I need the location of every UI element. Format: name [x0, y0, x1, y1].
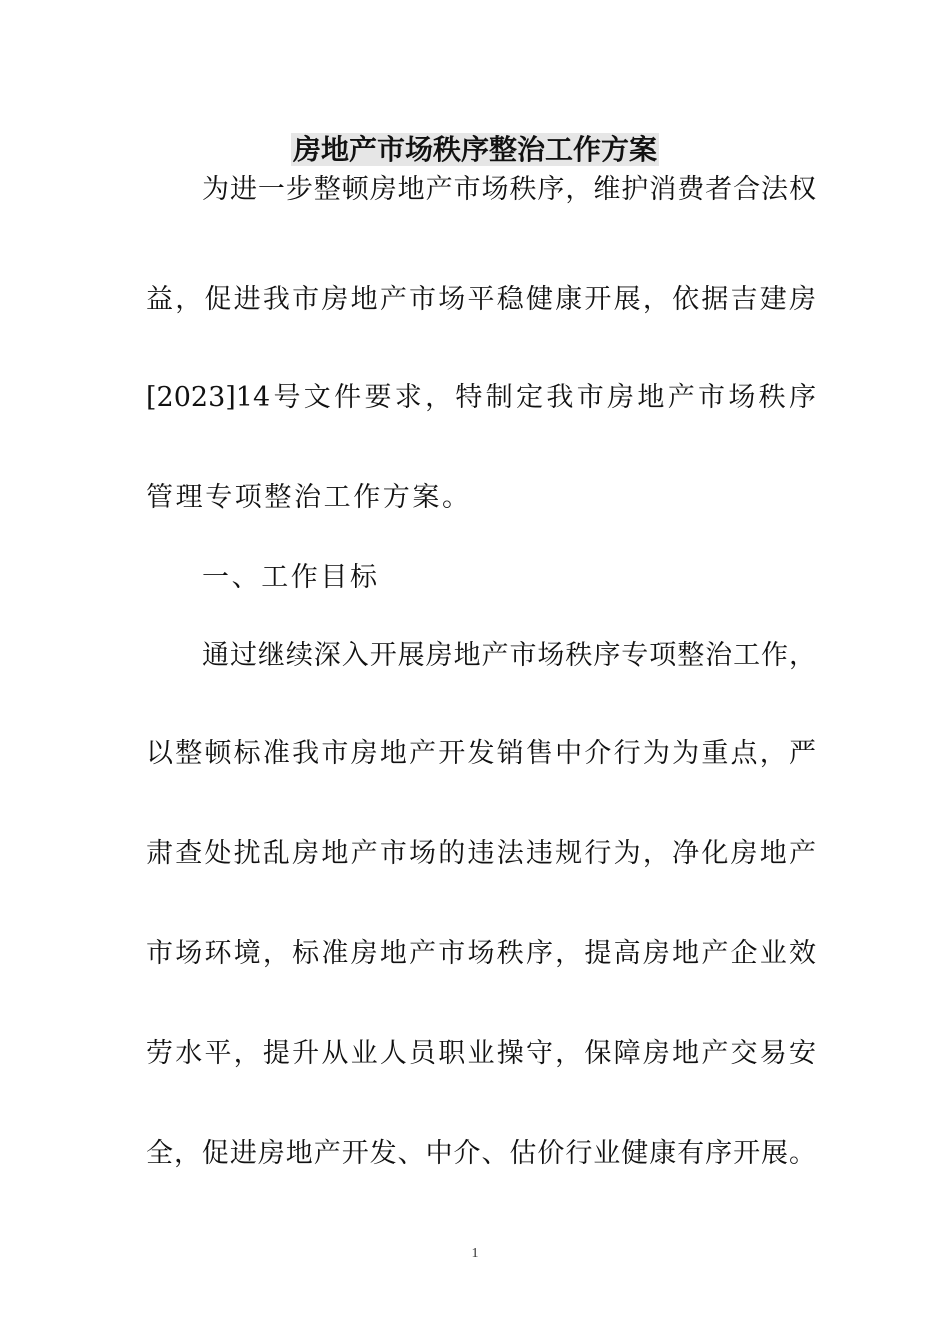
paragraph-line: 管理专项整治工作方案。 — [146, 482, 472, 513]
paragraph-line: 益，促进我市房地产市场平稳健康开展，依据吉建房 — [146, 284, 816, 315]
section-heading: 一、工作目标 — [202, 562, 380, 593]
paragraph-line: [2023]14号文件要求，特制定我市房地产市场秩序 — [146, 382, 816, 413]
paragraph-line: 全，促进房地产开发、中介、估价行业健康有序开展。 — [146, 1138, 816, 1169]
page-number: 1 — [471, 1246, 479, 1261]
document-title-text: 房地产市场秩序整治工作方案 — [292, 133, 657, 166]
paragraph-line: 市场环境，标准房地产市场秩序，提高房地产企业效 — [146, 938, 816, 969]
document-title — [0, 130, 950, 170]
paragraph-line: 肃查处扰乱房地产市场的违法违规行为，净化房地产 — [146, 838, 816, 869]
paragraph-line: 为进一步整顿房地产市场秩序，维护消费者合法权 — [202, 174, 816, 205]
paragraph-line: 劳水平，提升从业人员职业操守，保障房地产交易安 — [146, 1038, 816, 1069]
paragraph-line: 通过继续深入开展房地产市场秩序专项整治工作， — [202, 640, 816, 671]
paragraph-line: 以整顿标准我市房地产开发销售中介行为为重点，严 — [146, 738, 816, 769]
